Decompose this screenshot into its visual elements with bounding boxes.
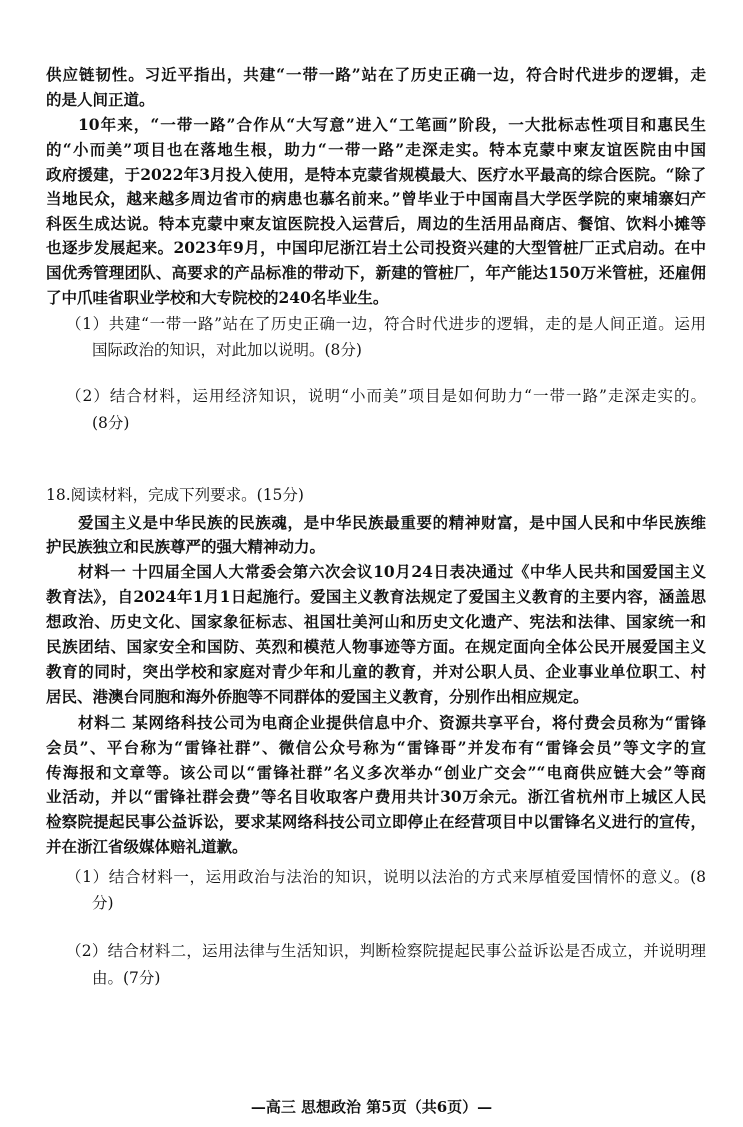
text-line: 爱国主义是中华民族的民族魂，是中华民族最重要的精神财富，是中国人民和中华民族维 xyxy=(78,513,706,532)
question-line: （1）共建“一带一路”站在了历史正确一边，符合时代进步的逻辑，走的是人间正道。运用 xyxy=(66,315,706,333)
question-line: （1）结合材料一，运用政治与法治的知识，说明以法治的方式来厚植爱国情怀的意义。(8 xyxy=(66,868,706,886)
text-line: 的是人间正道。 xyxy=(46,90,155,109)
question-line: 分) xyxy=(92,894,114,912)
text-line: 了中爪哇省职业学校和大专院校的240名毕业生。 xyxy=(46,288,389,307)
text-line: 供应链韧性。习近平指出，共建“一带一路”站在了历史正确一边，符合时代进步的逻辑，走 xyxy=(46,65,706,84)
text-line: 教育的同时，突出学校和家庭对青少年和儿童的教育，并对公职人员、企业事业单位职工、村 xyxy=(46,662,706,681)
text-line: 材料一 十四届全国人大常委会第六次会议10月24日表决通过《中华人民共和国爱国主义 xyxy=(78,562,706,581)
text-line: 检察院提起民事公益诉讼，要求某网络科技公司立即停止在经营项目中以雷锋名义进行的宣传， xyxy=(46,812,706,831)
text-line: 居民、港澳台同胞和海外侨胞等不同群体的爱国主义教育，分别作出相应规定。 xyxy=(46,687,589,706)
text-line: 的“小而美”项目也在落地生根，助力“一带一路”走深走实。特本克蒙中柬友谊医院由中国 xyxy=(46,140,706,159)
text-line: 会员”、平台称为“雷锋社群”、微信公众号称为“雷锋哥”并发布有“雷锋会员”等文字的宣 xyxy=(46,738,706,757)
text-line: 业活动，并以“雷锋社群会费”等名目收取客户费用共计30万余元。浙江省杭州市上城区人民 xyxy=(46,787,706,806)
text-line: 当地民众，越来越多周边省市的病患也慕名前来。”曾毕业于中国南昌大学医学院的柬埔寨妇产 xyxy=(46,189,706,208)
text-line: 政府援建，于2022年3月投入使用，是特本克蒙省规模最大、医疗水平最高的综合医院。“除了 xyxy=(46,165,706,184)
text-line: 传海报和文章等。该公司以“雷锋社群”名义多次举办“创业广交会”“电商供应链大会”等商 xyxy=(46,763,706,782)
question-line: 由。(7分) xyxy=(92,969,161,987)
text-line: 10年来，“一带一路”合作从“大写意”进入“工笔画”阶段，一大批标志性项目和惠民生 xyxy=(78,115,706,134)
question-line: 国际政治的知识，对此加以说明。(8分) xyxy=(92,341,362,359)
text-line: 想政治、历史文化、国家象征标志、祖国壮美河山和历史文化遗产、宪法和法律、国家统一和 xyxy=(46,612,706,631)
text-line: 材料二 某网络科技公司为电商企业提供信息中介、资源共享平台，将付费会员称为“雷锋 xyxy=(78,713,706,732)
text-line: 也逐步发展起来。2023年9月，中国印尼浙江岩土公司投资兴建的大型管桩厂正式启动。在中 xyxy=(46,238,706,257)
text-line: 科医生成达说。特本克蒙中柬友谊医院投入运营后，周边的生活用品商店、餐馆、饮料小摊等 xyxy=(46,214,706,233)
page-footer: —高三 思想政治 第5页（共6页）— xyxy=(250,1098,493,1116)
question-line: （2）结合材料，运用经济知识，说明“小而美”项目是如何助力“一带一路”走深走实的。 xyxy=(66,387,706,405)
question-18-title: 18.阅读材料，完成下列要求。(15分) xyxy=(46,486,304,504)
text-line: 教育法》，自2024年1月1日起施行。爱国主义教育法规定了爱国主义教育的主要内容，涵盖思 xyxy=(46,587,706,606)
text-line: 并在浙江省级媒体赔礼道歉。 xyxy=(46,837,248,856)
text-line: 民族团结、国家安全和国防、英烈和模范人物事迹等方面。在规定面向全体公民开展爱国主义 xyxy=(46,637,706,656)
text-line: 护民族独立和民族尊严的强大精神动力。 xyxy=(46,537,326,556)
question-line: (8分) xyxy=(92,414,130,432)
text-line: 国优秀管理团队、高要求的产品标准的带动下，新建的管桩厂，年产能达150万米管桩，还雇佣 xyxy=(46,263,706,282)
question-line: （2）结合材料二，运用法律与生活知识，判断检察院提起民事公益诉讼是否成立，并说明理 xyxy=(66,942,706,960)
